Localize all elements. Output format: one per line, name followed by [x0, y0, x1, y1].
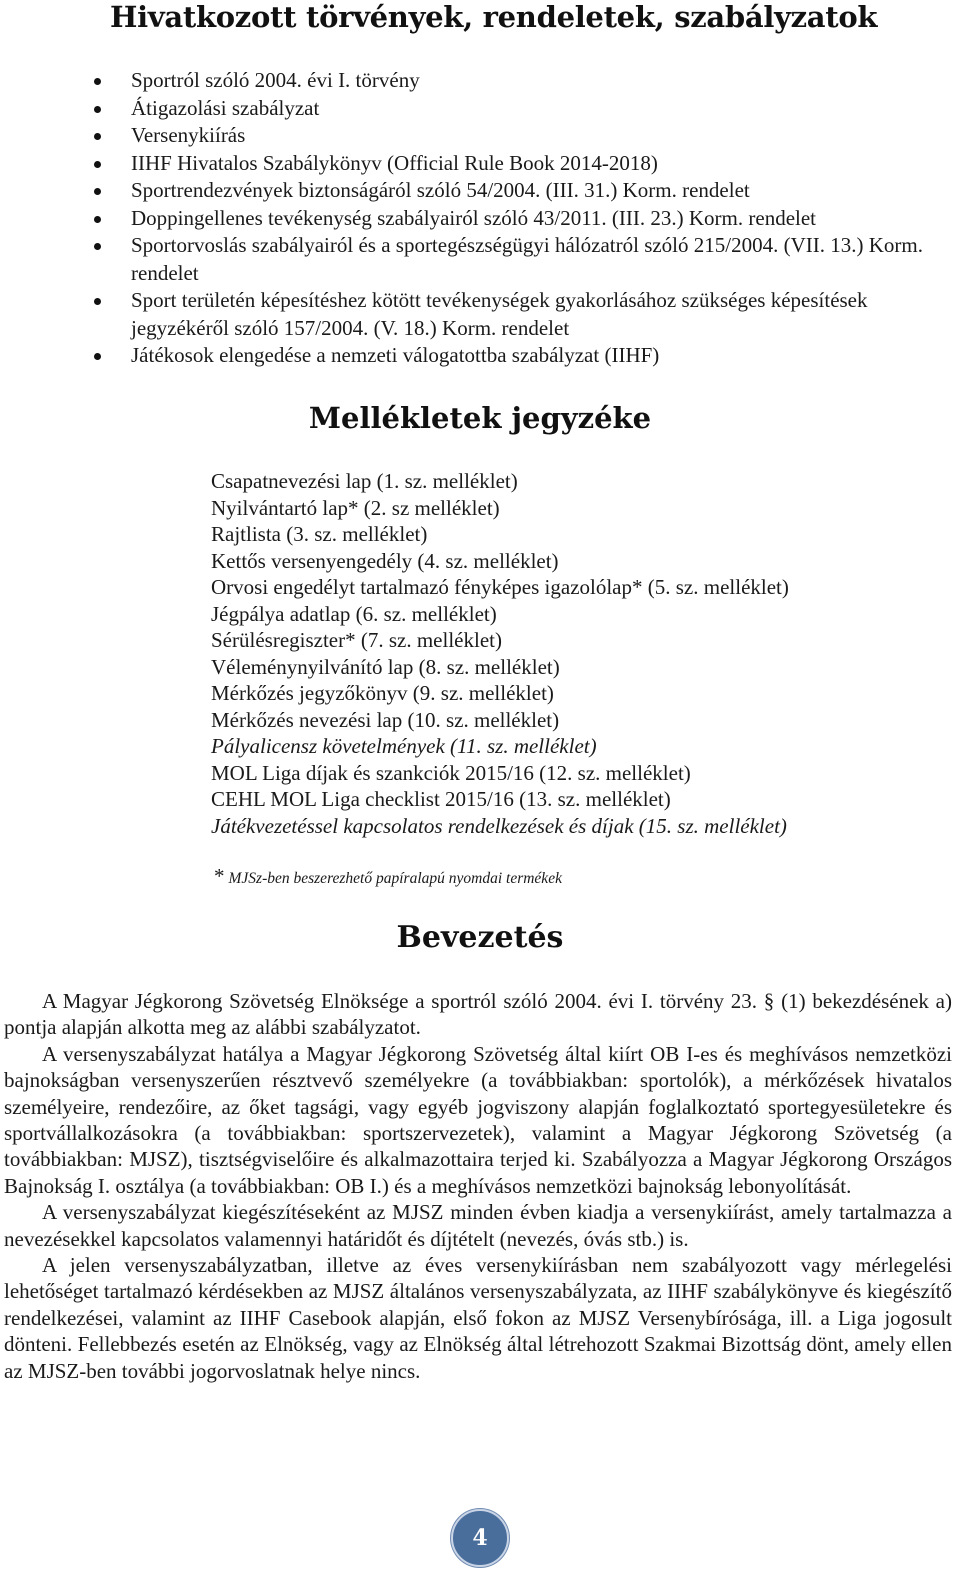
- list-item: Nyilvántartó lap* (2. sz melléklet): [211, 495, 500, 520]
- bullet-icon: [94, 78, 101, 85]
- bullet-icon: [94, 133, 101, 140]
- footnote: [214, 864, 562, 889]
- bullet-icon: [94, 188, 101, 195]
- footnote-mark: *: [214, 864, 225, 888]
- list-item: Véleménynyilvánító lap (8. sz. melléklet): [211, 654, 560, 679]
- list-item: Sportról szóló 2004. évi I. törvény: [0, 67, 960, 95]
- bullet-icon: [94, 106, 101, 113]
- paragraph: A versenyszabályzat kiegészítéseként az MJSZ minden évben kiadja a versenykiírást, amely tartalmazza a nevezésekkel kapcsolatos valamennyi határidőt és díjtételt (nevezés, óvás stb.) is.: [4, 1200, 952, 1251]
- list-item: Játékvezetéssel kapcsolatos rendelkezések és díjak (15. sz. melléklet): [211, 813, 787, 838]
- bullet-icon: [94, 298, 101, 305]
- paragraph: A Magyar Jégkorong Szövetség Elnöksége a sportról szóló 2004. évi I. törvény 23. § (1) bekezdésének a) pontja alapján alkotta meg az alábbi szabályzatot.: [4, 989, 952, 1040]
- bullet-icon: [94, 161, 101, 168]
- list-item: Játékosok elengedése a nemzeti válogatottba szabályzat (IIHF): [0, 342, 960, 370]
- paragraph: A versenyszabályzat hatálya a Magyar Jégkorong Szövetség által kiírt OB I-es és meghívásos nemzetközi bajnokságban versenyszerűen résztvevő személyekre (a továbbiakban: sportolók), a mérkőzések hivatalos személyeire, rendezőire, az őket tagsági, vagy egyéb jogviszony alapján foglalkoztató sportegyesületekre és sportvállalkozásokra (a továbbiakban: sportszervezetek), valamint a Magyar Jégkorong Szövetség (a továbbiakban: MJSZ), tisztségviselőire és alkalmazottaira terjed ki. Szabályozza a Magyar Jégkorong Országos Bajnokság I. osztálya (a továbbiakban: OB I.) és a meghívásos nemzetközi bajnokság lebonyolítását.: [4, 1041, 952, 1198]
- list-item: CEHL MOL Liga checklist 2015/16 (13. sz. melléklet): [211, 787, 671, 811]
- laws-list: [0, 67, 960, 370]
- list-item: Pályalicensz követelmények (11. sz. melléklet): [211, 734, 597, 758]
- list-item: Sport területén képesítéshez kötött tevékenységek gyakorlásához szükséges képesítések jegyzékéről szóló 157/2004. (V. 18.) Korm. rendelet: [0, 287, 960, 342]
- list-item: Rajtlista (3. sz. melléklet): [211, 522, 428, 546]
- list-item: Átigazolási szabályzat: [0, 95, 960, 123]
- list-item: Csapatnevezési lap (1. sz. melléklet): [211, 469, 518, 493]
- page-number-badge: 4: [451, 1509, 509, 1567]
- list-item: Sportrendezvények biztonságáról szóló 54/2004. (III. 31.) Korm. rendelet: [0, 177, 960, 205]
- list-item: Orvosi engedélyt tartalmazó fényképes igazolólap* (5. sz. melléklet): [211, 575, 789, 599]
- list-item: Doppingellenes tevékenység szabályairól szóló 43/2011. (III. 23.) Korm. rendelet: [0, 205, 960, 233]
- annexes-list: [211, 468, 789, 839]
- paragraph: A jelen versenyszabályzatban, illetve az éves versenykiírásban nem szabályozott vagy mérlegelési lehetőséget tartalmazó kérdésekben az MJSZ általános versenyszabályzata, az IIHF szabálykönyve és kiegészítő rendelkezései, valamint az IIHF Casebook alapján, első fokon az MJSZ Versenybírósága, ill. a Liga jogosult dönteni. Fellebbezés esetén az Elnökség, vagy az Elnökség által létrehozott Szakmai Bizottság dönt, amely ellen az MJSZ-ben további jogorvoslatnak helye nincs.: [4, 1253, 952, 1383]
- list-item: Jégpálya adatlap (6. sz. melléklet): [211, 601, 497, 626]
- list-item: IIHF Hivatalos Szabálykönyv (Official Rule Book 2014-2018): [0, 150, 960, 178]
- list-item: Sérülésregiszter* (7. sz. melléklet): [211, 628, 502, 652]
- annexes-heading: Mellékletek jegyzéke: [308, 401, 652, 435]
- list-item: Sportorvoslás szabályairól és a sportegészségügyi hálózatról szóló 215/2004. (VII. 13.) Korm. rendelet: [0, 232, 960, 287]
- list-item: MOL Liga díjak és szankciók 2015/16 (12. sz. melléklet): [211, 760, 691, 785]
- bullet-icon: [94, 353, 101, 360]
- list-item: Kettős versenyengedély (4. sz. melléklet): [211, 548, 559, 573]
- list-item: Versenykiírás: [0, 122, 960, 150]
- bullet-icon: [94, 243, 101, 250]
- bullet-icon: [94, 216, 101, 223]
- list-item: Mérkőzés nevezési lap (10. sz. melléklet): [211, 707, 560, 732]
- intro-body: [4, 988, 952, 1384]
- list-item: Mérkőzés jegyzőkönyv (9. sz. melléklet): [211, 681, 554, 705]
- laws-heading: Hivatkozott törvények, rendeletek, szabályzatok: [110, 0, 878, 34]
- footnote-text: MJSz-ben beszerezhető papíralapú nyomdai termékek: [228, 870, 562, 887]
- intro-heading: Bevezetés: [396, 920, 564, 955]
